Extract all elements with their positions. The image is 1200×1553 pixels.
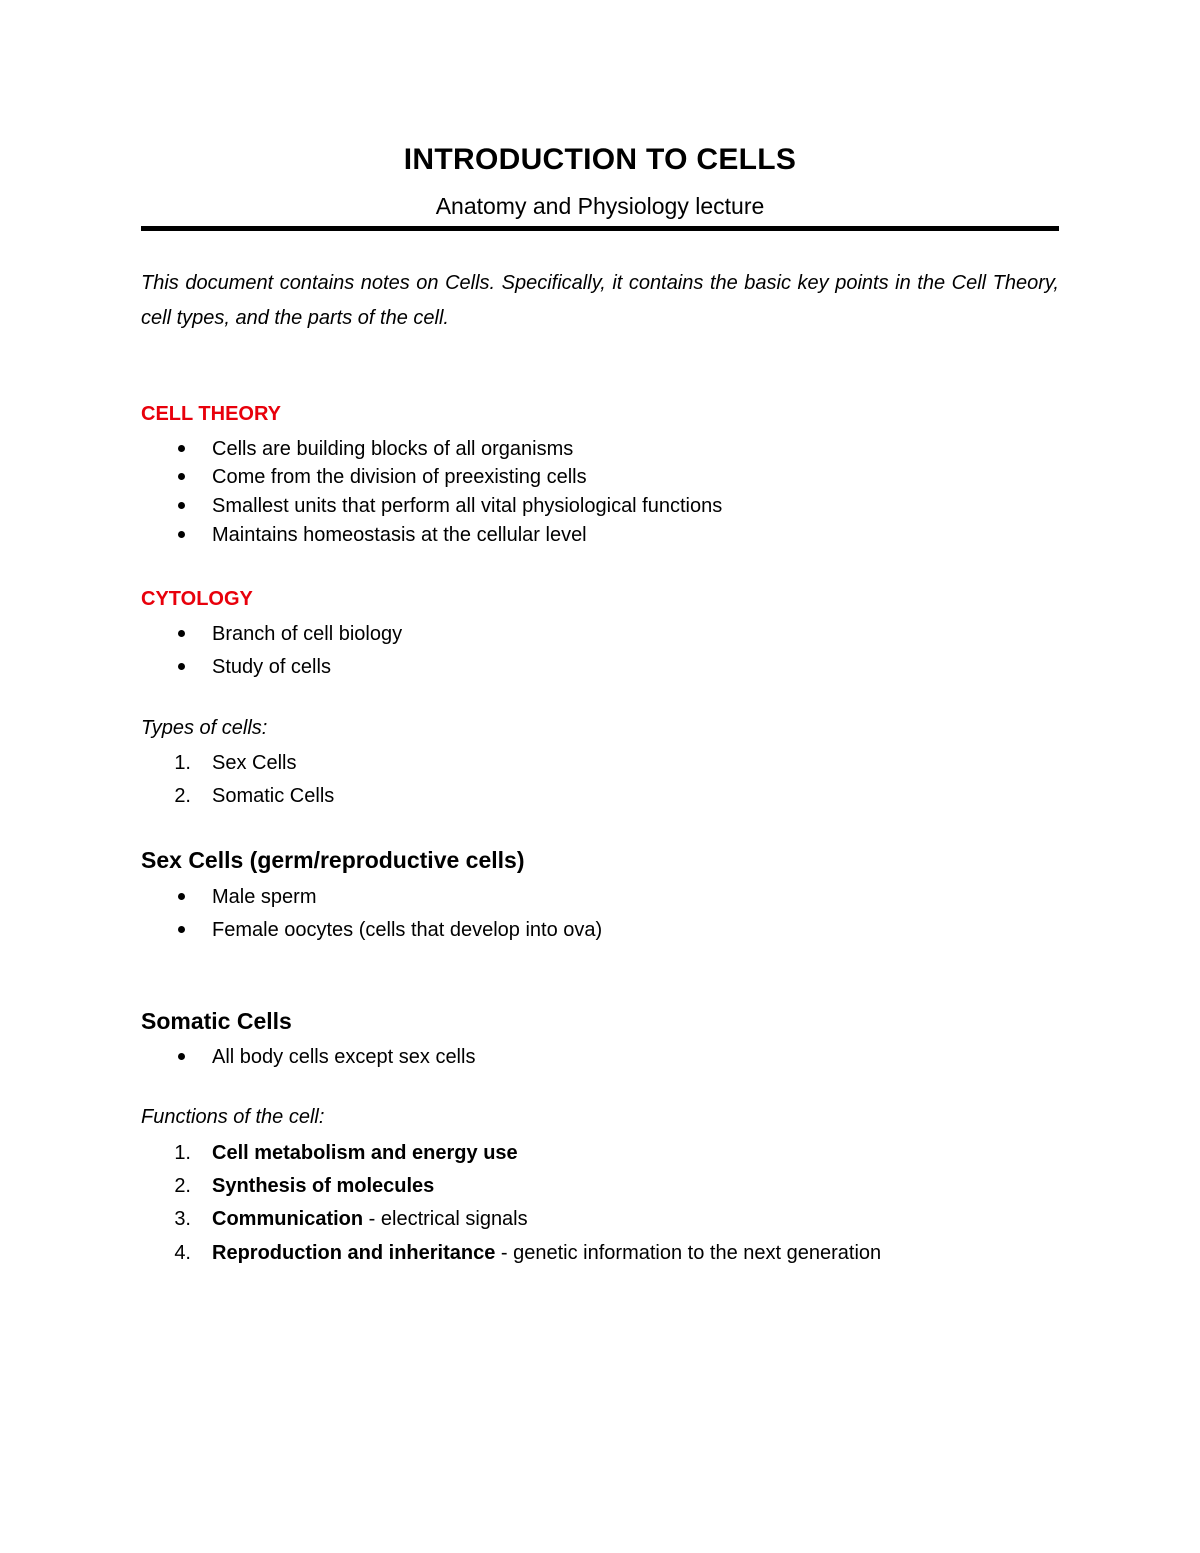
bullet-icon bbox=[178, 531, 185, 538]
cell-theory-heading: CELL THEORY bbox=[141, 403, 282, 425]
bullet-icon bbox=[178, 893, 185, 900]
document-page: INTRODUCTION TO CELLS Anatomy and Physiology lecture This document contains notes on Cells. Specifically, it contains the basic key points in the Cell Theory, cell types, and the parts of the cell. CELL THEORY Cells are building blocks of all organisms Come from the division of preexisting cells Smallest units that perform all vital physiological functions Maintains homeostasis at the cellular level CYTOLOGY Branch of cell biology Study of cells Types of cells: 1. Sex Cells 2. Somatic Cells Sex Cells (germ/reproductive cells) Male sperm Female oocytes (cells that develop into ova) Somatic Cells All body cells except sex cells Functions of the cell: 1. Cell metabolism and energy use 2. Synthesis of molecules 3. Communication - electrical signals 4. Reproduction and inheritance - genetic information to the next generation bbox=[0, 0, 1200, 1553]
cytology-heading: CYTOLOGY bbox=[141, 588, 253, 610]
bullet-icon bbox=[178, 1053, 185, 1060]
title-divider bbox=[141, 226, 1059, 231]
bullet-icon bbox=[178, 502, 185, 509]
bullet-icon bbox=[178, 926, 185, 933]
document-subtitle: Anatomy and Physiology lecture bbox=[435, 193, 765, 219]
bullet-icon bbox=[178, 663, 185, 670]
bullet-icon bbox=[178, 445, 185, 452]
somatic-cells-heading: Somatic Cells bbox=[141, 1008, 292, 1034]
functions-label: Functions of the cell: bbox=[141, 1106, 325, 1128]
bullet-icon bbox=[178, 473, 185, 480]
bullet-icon bbox=[178, 630, 185, 637]
sex-cells-heading: Sex Cells (germ/reproductive cells) bbox=[141, 847, 525, 873]
document-title: INTRODUCTION TO CELLS bbox=[403, 143, 797, 176]
types-of-cells-label: Types of cells: bbox=[141, 717, 268, 739]
intro-paragraph: This document contains notes on Cells. Specifically, it contains the basic key points in the Cell Theory, cell types, and the parts of the cell. bbox=[141, 272, 1059, 329]
